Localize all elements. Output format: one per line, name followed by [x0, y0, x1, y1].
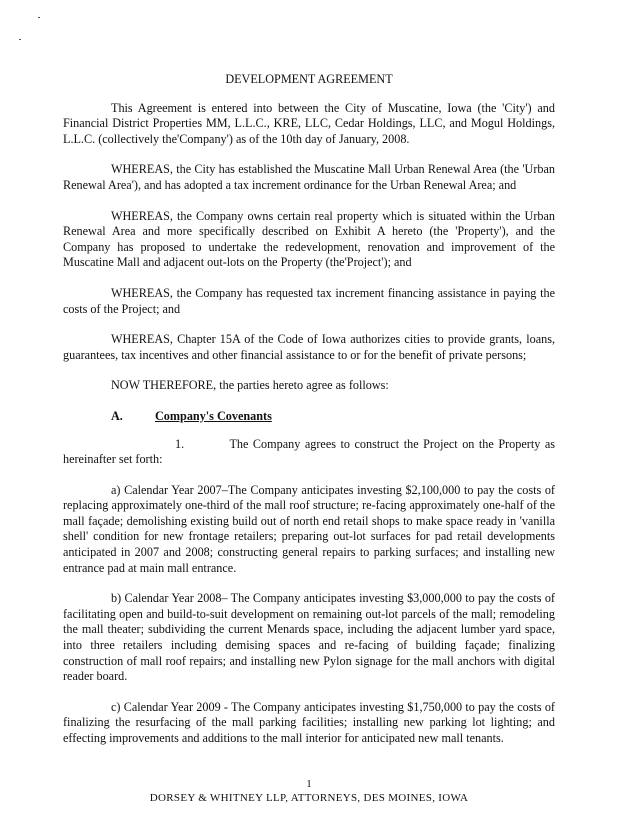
scan-speck [38, 17, 40, 18]
recital-paragraph: WHEREAS, the Company has requested tax increment financing assistance in paying the costs of the Project; and [63, 285, 555, 316]
section-label: A. [111, 408, 123, 423]
covenant-paragraph: 1. The Company agrees to construct the Project on the Property as hereinafter set forth: [63, 436, 555, 467]
page-footer: DORSEY & WHITNEY LLP, ATTORNEYS, DES MOINES, IOWA [149, 791, 469, 804]
recital-paragraph: WHEREAS, the City has established the Muscatine Mall Urban Renewal Area (the 'Urban Renewal Area'), and has adopted a tax increment ordinance for the Urban Renewal Area; and [63, 162, 555, 192]
intro-paragraph: This Agreement is entered into between the City of Muscatine, Iowa (the 'City') and Financial District Properties MM, L.L.C., KRE, LLC, Cedar Holdings, LLC, and Mogul Holdings, L.L.C. (collectively the'Company') as of the 10th day of January, 2008. [63, 100, 555, 146]
page-number: 1 [306, 777, 312, 790]
covenant-item: a) Calendar Year 2007–The Company anticipates investing $2,100,000 to pay the costs of replacing approximately one-third of the mall roof structure; re-facing approximately one-half of the mall façade; demolishing existing build out of north end retail shops to make space ready in 'vanilla shell' condition for new frontage retailers; preparing out-lot surfaces for pad retail developments anticipated in 2007 and 2008; constructing general repairs to parking surfaces; and installing new entrance pad at main mall entrance. [63, 482, 555, 575]
section-heading [111, 409, 555, 425]
covenant-item: b) Calendar Year 2008– The Company anticipates investing $3,000,000 to pay the costs of facilitating open and build-to-suit development on remaining out-lot parcels of the mall; remodeling the mall theater; subdividing the current Menards space, including the adjacent lumber yard space, into three retailers including demising spaces and re-facing of building façade; finalizing construction of mall roof repairs; and installing new Pylon signage for the mall anchors with digital reader board. [63, 591, 555, 684]
recital-paragraph: WHEREAS, Chapter 15A of the Code of Iowa authorizes cities to provide grants, loans, guarantees, tax incentives and other financial assistance to or for the benefit of private persons; [63, 332, 555, 362]
document-title: DEVELOPMENT AGREEMENT [225, 72, 393, 86]
recital-paragraph: WHEREAS, the Company owns certain real property which is situated within the Urban Renewal Area and more specifically described on Exhibit A hereto (the 'Property'), and the Company has proposed to undertake the redevelopment, renovation and improvement of the Muscatine Mall and adjacent out-lots on the Property (the'Project'); and [63, 208, 555, 270]
section-title: Company's Covenants [155, 408, 272, 423]
agreement-paragraph: NOW THEREFORE, the parties hereto agree as follows: [111, 378, 389, 393]
scan-speck [19, 39, 21, 40]
covenant-item: c) Calendar Year 2009 - The Company anticipates investing $1,750,000 to pay the costs of finalizing the resurfacing of the mall parking facilities; installing new parking lot lighting; and effecting improvements and additions to the mall interior for anticipated new mall tenants. [63, 699, 555, 745]
